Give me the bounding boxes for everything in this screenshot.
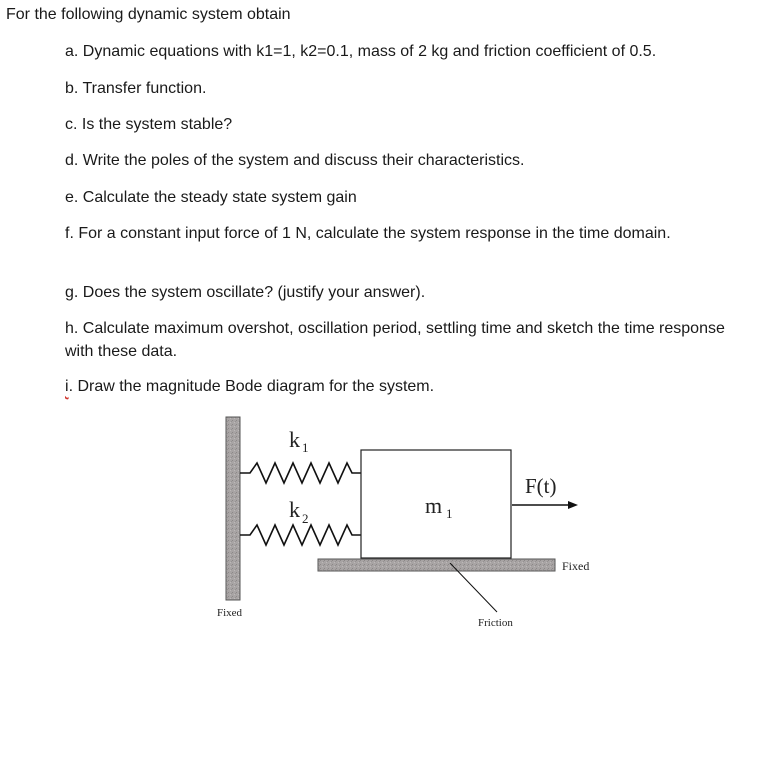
k2-label: k (289, 497, 300, 522)
question-a: a. Dynamic equations with k1=1, k2=0.1, mass of 2 kg and friction coefficient of 0.5. (65, 43, 657, 60)
spring-k1 (240, 463, 361, 483)
k1-subscript: 1 (302, 440, 309, 455)
question-f: f. For a constant input force of 1 N, calculate the system response in the time domain. (65, 225, 671, 242)
force-label: F(t) (525, 474, 557, 498)
mass-subscript: 1 (446, 506, 453, 521)
question-i-text: . Draw the magnitude Bode diagram for the system. (68, 378, 435, 395)
question-c: c. Is the system stable? (65, 116, 233, 133)
mass-label: m (425, 493, 443, 518)
question-g: g. Does the system oscillate? (justify your answer). (65, 284, 426, 301)
question-h: h. Calculate maximum overshot, oscillation period, settling time and sketch the time response with these data. (65, 320, 725, 360)
fixed-floor (318, 559, 555, 571)
k1-label: k (289, 427, 300, 452)
question-b: b. Transfer function. (65, 80, 207, 97)
friction-label: Friction (478, 617, 513, 629)
intro-text: For the following dynamic system obtain (6, 6, 291, 23)
question-e: e. Calculate the steady state system gain (65, 189, 357, 206)
fixed-wall (226, 417, 240, 600)
force-arrowhead (568, 501, 578, 509)
question-d: d. Write the poles of the system and discuss their characteristics. (65, 152, 525, 169)
question-i-letter: i (65, 378, 69, 395)
fixed-wall-label: Fixed (217, 607, 243, 619)
spring-k2 (240, 525, 361, 545)
fixed-floor-label: Fixed (562, 559, 590, 573)
k2-subscript: 2 (302, 511, 309, 526)
